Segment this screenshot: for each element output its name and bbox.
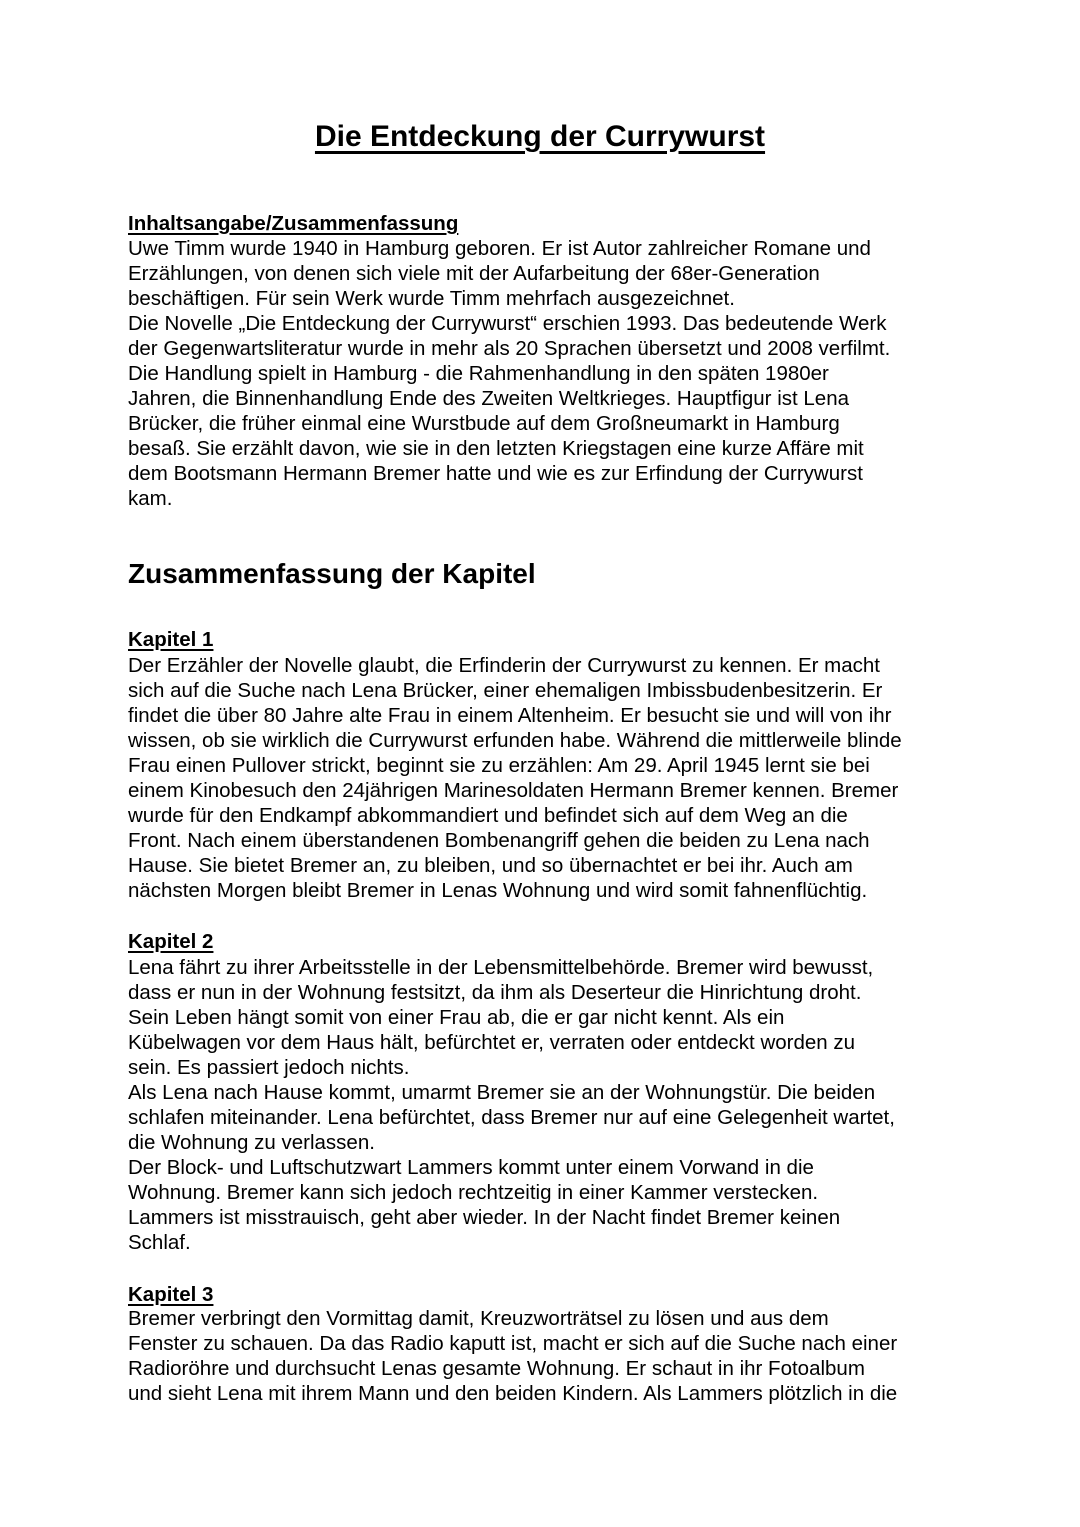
chapters-section-heading: Zusammenfassung der Kapitel: [128, 558, 536, 589]
paragraph-line: wurde für den Endkampf abkommandiert und befindet sich auf dem Weg an die: [128, 804, 848, 827]
paragraph-line: kam.: [128, 487, 173, 510]
paragraph-line: Der Erzähler der Novelle glaubt, die Erfinderin der Currywurst zu kennen. Er macht: [128, 654, 880, 677]
chapter-3-heading: Kapitel 3: [128, 1283, 214, 1306]
paragraph-line: Frau einen Pullover strickt, beginnt sie zu erzählen: Am 29. April 1945 lernt sie bei: [128, 754, 870, 777]
paragraph-line: Die Handlung spielt in Hamburg - die Rahmenhandlung in den späten 1980er: [128, 362, 829, 385]
paragraph-line: nächsten Morgen bleibt Bremer in Lenas Wohnung und wird somit fahnenflüchtig.: [128, 879, 868, 902]
paragraph-line: Lena fährt zu ihrer Arbeitsstelle in der Lebensmittelbehörde. Bremer wird bewusst,: [128, 956, 874, 979]
paragraph-line: Radioröhre und durchsucht Lenas gesamte Wohnung. Er schaut in ihr Fotoalbum: [128, 1357, 865, 1380]
paragraph-line: Wohnung. Bremer kann sich jedoch rechtzeitig in einer Kammer verstecken.: [128, 1181, 819, 1204]
paragraph-line: besaß. Sie erzählt davon, wie sie in den letzten Kriegstagen eine kurze Affäre mit: [128, 437, 864, 460]
paragraph-line: beschäftigen. Für sein Werk wurde Timm mehrfach ausgezeichnet.: [128, 287, 735, 310]
paragraph-line: Sein Leben hängt somit von einer Frau ab, die er gar nicht kennt. Als ein: [128, 1006, 785, 1029]
paragraph-line: einem Kinobesuch den 24jährigen Marinesoldaten Hermann Bremer kennen. Bremer: [128, 779, 899, 802]
paragraph-line: Die Novelle „Die Entdeckung der Currywurst“ erschien 1993. Das bedeutende Werk: [128, 312, 887, 335]
paragraph-line: Front. Nach einem überstandenen Bombenangriff gehen die beiden zu Lena nach: [128, 829, 870, 852]
paragraph-line: Bremer verbringt den Vormittag damit, Kreuzworträtsel zu lösen und aus dem: [128, 1307, 829, 1330]
intro-paragraph: [128, 236, 958, 511]
paragraph-line: Jahren, die Binnenhandlung Ende des Zweiten Weltkrieges. Hauptfigur ist Lena: [128, 387, 849, 410]
paragraph-line: der Gegenwartsliteratur wurde in mehr als 20 Sprachen übersetzt und 2008 verfilmt.: [128, 337, 891, 360]
paragraph-line: Brücker, die früher einmal eine Wurstbude auf dem Großneumarkt in Hamburg: [128, 412, 840, 435]
document-title: Die Entdeckung der Currywurst: [314, 120, 766, 153]
paragraph-line: Fenster zu schauen. Da das Radio kaputt ist, macht er sich auf die Suche nach einer: [128, 1332, 898, 1355]
paragraph-line: wissen, ob sie wirklich die Currywurst erfunden habe. Während die mittlerweile blinde: [128, 729, 902, 752]
chapter-3-paragraph: [128, 1306, 958, 1406]
paragraph-line: schlafen miteinander. Lena befürchtet, dass Bremer nur auf eine Gelegenheit wartet,: [128, 1106, 895, 1129]
paragraph-line: und sieht Lena mit ihrem Mann und den beiden Kindern. Als Lammers plötzlich in die: [128, 1382, 898, 1405]
paragraph-line: Der Block- und Luftschutzwart Lammers kommt unter einem Vorwand in die: [128, 1156, 814, 1179]
chapter-1-heading: Kapitel 1: [128, 628, 214, 651]
paragraph-line: Lammers ist misstrauisch, geht aber wieder. In der Nacht findet Bremer keinen: [128, 1206, 841, 1229]
paragraph-line: findet die über 80 Jahre alte Frau in einem Altenheim. Er besucht sie und will von ihr: [128, 704, 892, 727]
chapter-1-paragraph: [128, 653, 958, 903]
paragraph-line: Als Lena nach Hause kommt, umarmt Bremer sie an der Wohnungstür. Die beiden: [128, 1081, 876, 1104]
paragraph-line: Erzählungen, von denen sich viele mit der Aufarbeitung der 68er-Generation: [128, 262, 820, 285]
paragraph-line: sich auf die Suche nach Lena Brücker, einer ehemaligen Imbissbudenbesitzerin. Er: [128, 679, 883, 702]
paragraph-line: die Wohnung zu verlassen.: [128, 1131, 375, 1154]
paragraph-line: Schlaf.: [128, 1231, 191, 1254]
paragraph-line: Kübelwagen vor dem Haus hält, befürchtet er, verraten oder entdeckt worden zu: [128, 1031, 856, 1054]
intro-heading: Inhaltsangabe/Zusammenfassung: [128, 212, 459, 235]
paragraph-line: sein. Es passiert jedoch nichts.: [128, 1056, 410, 1079]
chapter-2-paragraph: [128, 955, 958, 1255]
chapter-2-heading: Kapitel 2: [128, 930, 214, 953]
paragraph-line: dem Bootsmann Hermann Bremer hatte und wie es zur Erfindung der Currywurst: [128, 462, 863, 485]
paragraph-line: Hause. Sie bietet Bremer an, zu bleiben, und so übernachtet er bei ihr. Auch am: [128, 854, 853, 877]
paragraph-line: dass er nun in der Wohnung festsitzt, da ihm als Deserteur die Hinrichtung droht.: [128, 981, 862, 1004]
paragraph-line: Uwe Timm wurde 1940 in Hamburg geboren. Er ist Autor zahlreicher Romane und: [128, 237, 871, 260]
